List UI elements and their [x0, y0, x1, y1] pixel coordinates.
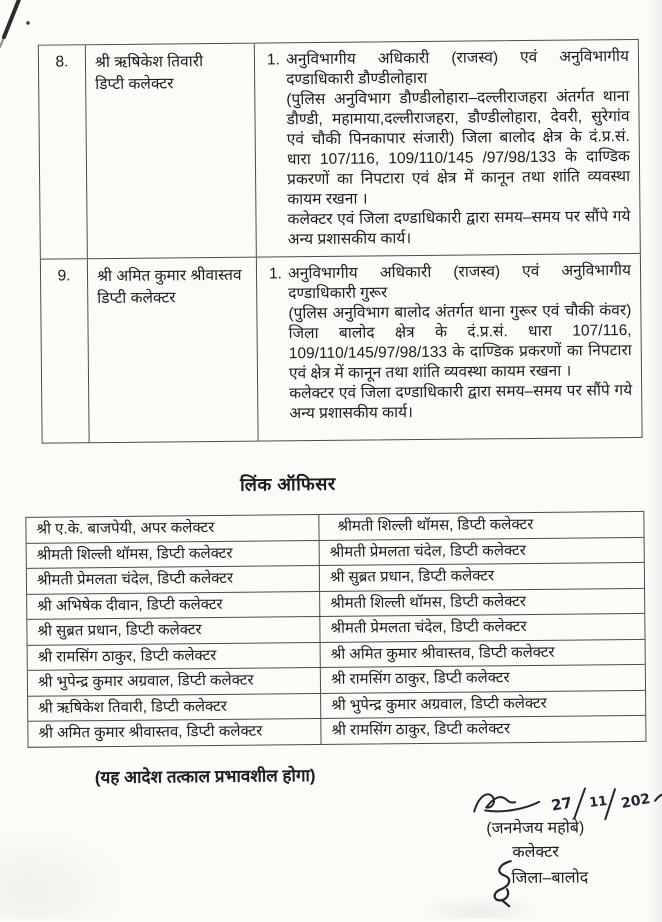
link-officer-cell: श्रीमती शिल्ली थॉमस, डिप्टी कलेक्टर — [319, 588, 644, 616]
officer-name-cell — [87, 258, 258, 443]
duties-cell — [256, 254, 642, 441]
signature-block — [443, 785, 662, 918]
officer-cell: श्री अभिषेक दीवान, डिप्टी कलेक्टर — [37, 595, 223, 615]
duties-cell — [254, 40, 640, 257]
link-officer-cell: श्रीमती प्रेमलता चंदेल, डिप्टी कलेक्टर — [319, 614, 644, 642]
officer-cell: श्री भुपेन्द्र कुमार अग्रवाल, डिप्टी कलेक्टर — [37, 671, 254, 691]
officer-designation: डिप्टी कलेक्टर — [97, 289, 176, 308]
handwritten-date-year: 202 — [619, 790, 652, 813]
link-officer-cell: श्री रामसिंग ठाकुर, डिप्टी कलेक्टर — [320, 716, 645, 744]
duty-paragraph: (पुलिस अनुविभाग बालोद अंतर्गत थाना गुरूर एवं चौकी कंवर) जिला बालोद क्षेत्र के दं.प्र.सं. धारा 107/116, 109/110/145/97/98/133 के दाण्डिक प्रकरणों का निपटारा एवं क्षेत्र में कानून तथा शांति व्यवस्था कायम रखना । — [288, 302, 632, 383]
duty-text — [286, 47, 631, 250]
handwritten-date-day: 27 — [549, 793, 574, 815]
signatory-district: जिला–बालोद — [511, 869, 589, 888]
duty-item — [266, 261, 633, 424]
section-heading-link-officer: लिंक ऑफिसर — [239, 473, 336, 495]
officer-cell: श्री अमित कुमार श्रीवास्तव, डिप्टी कलेक्टर — [38, 722, 263, 742]
duty-item — [264, 47, 631, 250]
table-row — [39, 40, 640, 259]
officer-designation: डिप्टी कलेक्टर — [95, 75, 174, 94]
duty-number: 1. — [268, 265, 283, 283]
effectivity-note: (यह आदेश तत्काल प्रभावशील होगा) — [94, 766, 316, 788]
officer-name: श्री अमित कुमार श्रीवास्तव — [96, 266, 242, 286]
link-officer-cell: श्री भुपेन्द्र कुमार अग्रवाल, डिप्टी कलेक्टर — [320, 690, 645, 718]
link-officer-cell: श्रीमती शिल्ली थॉमस, डिप्टी कलेक्टर — [318, 512, 643, 540]
officer-cell: श्री ए.के. बाजपेयी, अपर कलेक्टर — [36, 519, 215, 538]
duty-paragraph: कलेक्टर एवं जिला दण्डाधिकारी द्वारा समय–समय पर सौंपे गये अन्य प्रशासकीय कार्य। — [289, 381, 633, 423]
duty-number: 1. — [266, 51, 280, 69]
signatory-name: (जनमेजय महोबे) — [486, 819, 585, 838]
handwritten-date-month: 11 — [588, 793, 609, 811]
link-officer-table — [25, 511, 646, 747]
duty-paragraph: (पुलिस अनुविभाग डौण्डीलोहारा–दल्लीराजहरा अंतर्गत थाना डौण्डी, महामाया,दल्लीराजहरा, डौण्डीलोहारा, देवरी, सुरेगांव एवं चौकी पिनकापार संजारी) जिला बालोद क्षेत्र के दं.प्र.सं. धारा 107/116, 109/110/145 /97/98/133 के दाण्डिक प्रकरणों का निपटारा एवं क्षेत्र में कानून तथा शांति व्यवस्था कायम रखना । — [286, 88, 631, 209]
link-officer-cell: श्री अमित कुमार श्रीवास्तव, डिप्टी कलेक्टर — [320, 639, 645, 667]
duty-text — [288, 261, 633, 424]
link-officer-cell: श्रीमती प्रेमलता चंदेल, डिप्टी कलेक्टर — [319, 537, 644, 565]
signatory-title: कलेक्टर — [512, 843, 559, 862]
duty-paragraph: कलेक्टर एवं जिला दण्डाधिकारी द्वारा समय–समय पर सौंपे गये अन्य प्रशासकीय कार्य। — [287, 208, 631, 249]
officer-cell: श्री रामसिंग ठाकुर, डिप्टी कलेक्टर — [37, 646, 217, 666]
link-officer-cell: श्री सुब्रत प्रधान, डिप्टी कलेक्टर — [319, 563, 644, 591]
link-officer-cell: श्री रामसिंग ठाकुर, डिप्टी कलेक्टर — [320, 665, 645, 693]
serial-cell: 8. — [55, 53, 69, 71]
pen-squiggle-mark — [488, 856, 520, 908]
officer-cell: श्री सुब्रत प्रधान, डिप्टी कलेक्टर — [37, 621, 202, 640]
officer-cell: श्री ऋषिकेश तिवारी, डिप्टी कलेक्टर — [38, 697, 227, 717]
officer-cell: श्रीमती शिल्ली थॉमस, डिप्टी कलेक्टर — [36, 544, 233, 564]
table-row — [41, 253, 642, 443]
serial-cell: 9. — [57, 267, 71, 285]
assignment-table — [38, 39, 643, 444]
duty-paragraph: अनुविभागीय अधिकारी (राजस्व) एवं अनुविभागीय दण्डाधिकारी गुरूर — [287, 262, 632, 303]
duty-paragraph: अनुविभागीय अधिकारी (राजस्व) एवं अनुविभागीय दण्डाधिकारी डौण्डीलोहारा — [285, 48, 630, 89]
officer-cell: श्रीमती प्रेमलता चंदेल, डिप्टी कलेक्टर — [36, 569, 234, 589]
officer-name-cell — [85, 44, 256, 259]
officer-name: श्री ऋषिकेश तिवारी — [94, 53, 204, 72]
